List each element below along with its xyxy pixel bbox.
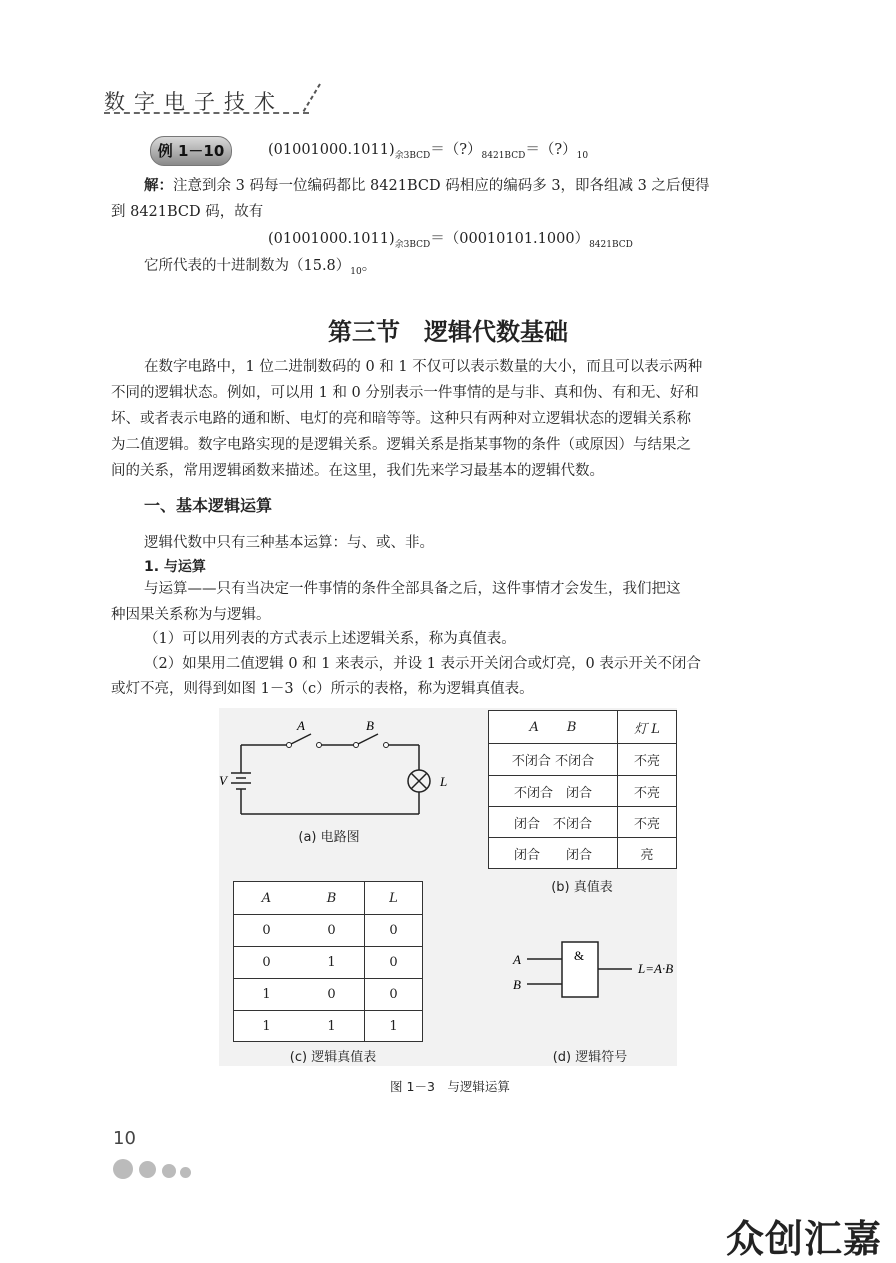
intro-line-1: 在数字电路中，1 位二进制数码的 0 和 1 不仅可以表示数量的大小，而且可以表示两种 [144,359,703,375]
page-number: 10 [113,1128,136,1149]
circuit-diagram [219,708,479,828]
figure-caption: 图 1－3 与逻辑运算 [390,1079,510,1094]
and-heading: 1. 与运算 [144,559,206,575]
battery-v-label: V [219,773,227,788]
intro-line-4: 为二值逻辑。数字电路实现的是逻辑关系。逻辑关系是指某事物的条件（或原因）与结果之 [111,437,691,453]
solution-line-2: 到 8421BCD 码，故有 [111,204,264,220]
gate-and-mark: & [574,948,585,963]
truth-row-1-output: 不亮 [618,744,677,776]
logic-row-4-l: 1 [365,1011,423,1042]
page-decoration-dot [162,1164,176,1178]
caption-c: (c) 逻辑真值表 [289,1050,377,1065]
truth-row-1-inputs: 不闭合 不闭合 [489,744,618,776]
truth-table [488,710,677,869]
gate-output-label: L=A·B [638,961,674,976]
caption-d: (d) 逻辑符号 [552,1050,628,1065]
logic-truth-table [233,881,423,1042]
logic-row-3-b: 0 [299,979,365,1011]
logic-row-2-l: 0 [365,947,423,979]
truth-header-l: 灯 L [618,711,677,744]
book-title: 数字电子技术 [104,90,284,114]
logic-row-1-b: 0 [299,915,365,947]
truth-row-3-inputs: 闭合 不闭合 [489,807,618,838]
logic-row-1-a: 0 [234,915,300,947]
logic-row-2-b: 1 [299,947,365,979]
logic-row-1-l: 0 [365,915,423,947]
basic-ops-text: 逻辑代数中只有三种基本运算：与、或、非。 [144,535,434,551]
page-decoration-dot [180,1167,191,1178]
caption-a: (a) 电路图 [298,830,360,845]
page-decoration-dot [139,1161,156,1178]
logic-header-l: L [365,882,423,915]
logic-row-3-l: 0 [365,979,423,1011]
example-expression: $(01001000.1011)_{余3BCD}=(?)_{8421BCD}=(?)_{10}$ [268,142,589,161]
result-expression: $(01001000.1011)_{余3BCD}=(00010101.1000)_{8421BCD}$ [268,231,633,250]
caption-b: (b) 真值表 [551,880,613,895]
switch-b-label: B [366,718,374,733]
truth-row-2-inputs: 不闭合 闭合 [489,776,618,807]
logic-header-a: A [234,882,300,915]
solution-line-1: 解：注意到余 3 码每一位编码都比 8421BCD 码相应的编码多 3，即各组减 3 之后便得 [144,178,710,194]
logic-row-2-a: 0 [234,947,300,979]
truth-row-4-output: 亮 [618,838,677,869]
intro-line-5: 间的关系，常用逻辑函数来描述。在这里，我们先来学习最基本的逻辑代数。 [111,463,604,479]
switch-a-label: A [297,718,305,733]
section-title: 第三节 逻辑代数基础 [328,317,568,346]
header-divider [104,112,309,114]
and-line-2: 种因果关系称为与逻辑。 [111,607,271,623]
intro-line-2: 不同的逻辑状态。例如，可以用 1 和 0 分别表示一件事情的是与非、真和伪、有和无、好和 [111,385,699,401]
conclusion-text: 它所代表的十进制数为$(15.8)_{10}$。 [144,258,377,277]
and-gate-symbol [505,935,685,1005]
logic-row-4-a: 1 [234,1011,300,1042]
truth-row-2-output: 不亮 [618,776,677,807]
logic-header-b: B [299,882,365,915]
and-line-1: 与运算——只有当决定一件事情的条件全部具备之后，这件事情才会发生，我们把这 [144,581,681,597]
truth-header-ab: A B [489,711,618,744]
lamp-l-label: L [440,774,448,789]
gate-input-a: A [513,952,521,967]
and-line-3: （1）可以用列表的方式表示上述逻辑关系，称为真值表。 [144,631,516,647]
example-badge: 例 1－10 [150,136,232,166]
truth-row-3-output: 不亮 [618,807,677,838]
header-slash-decoration [300,82,322,116]
intro-line-3: 坏、或者表示电路的通和断、电灯的亮和暗等等。这种只有两种对立逻辑状态的逻辑关系称 [111,411,691,427]
and-line-4: （2）如果用二值逻辑 0 和 1 来表示，并设 1 表示开关闭合或灯亮，0 表示开关不闭合 [144,656,701,672]
gate-input-b: B [513,977,521,992]
subheading-basic-logic: 一、基本逻辑运算 [144,496,273,515]
logic-row-4-b: 1 [299,1011,365,1042]
watermark: 众创汇嘉 [725,1217,882,1261]
logic-row-3-a: 1 [234,979,300,1011]
and-line-5: 或灯不亮，则得到如图 1－3（c）所示的表格，称为逻辑真值表。 [111,681,534,697]
page-decoration-dot [113,1159,133,1179]
truth-row-4-inputs: 闭合 闭合 [489,838,618,869]
